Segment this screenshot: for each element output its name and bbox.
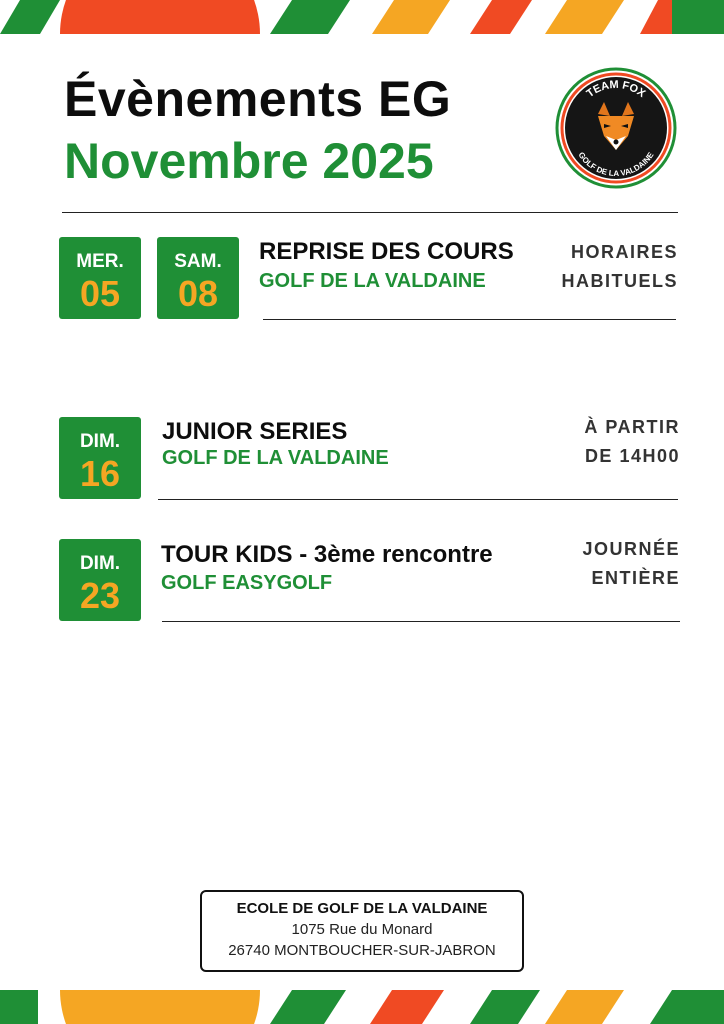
page-subtitle-month: Novembre 2025	[64, 133, 434, 189]
date-weekday: DIM.	[79, 431, 121, 452]
header-divider	[62, 212, 678, 213]
event-date-badge	[157, 237, 239, 319]
event-time-line: HABITUELS	[561, 271, 678, 291]
event-time	[562, 238, 679, 296]
address-name: ECOLE DE GOLF DE LA VALDAINE	[236, 900, 488, 917]
event-time-line: ENTIÈRE	[591, 568, 680, 588]
event-location: GOLF DE LA VALDAINE	[162, 447, 389, 469]
date-day: 08	[177, 273, 219, 314]
event-time-line: HORAIRES	[570, 242, 678, 262]
date-day: 05	[79, 273, 121, 314]
event-location: GOLF EASYGOLF	[161, 572, 333, 594]
event-title: TOUR KIDS - 3ème rencontre	[161, 541, 493, 568]
address-street: 1075 Rue du Monard	[291, 921, 433, 938]
date-weekday: SAM.	[174, 251, 222, 272]
event-time-line: DE 14H00	[584, 446, 680, 466]
event-time-line: À PARTIR	[584, 417, 680, 437]
date-day: 23	[79, 575, 121, 616]
event-title: REPRISE DES COURS	[259, 238, 514, 265]
date-weekday: MER.	[76, 251, 124, 272]
address-box	[200, 890, 524, 972]
bottom-decorative-band	[0, 990, 724, 1024]
logo-top-text: TEAM FOX	[584, 78, 648, 101]
event-date-badge	[59, 417, 141, 499]
date-weekday: DIM.	[79, 553, 121, 574]
page-title: Évènements EG	[64, 71, 452, 127]
event-date-badge	[59, 237, 141, 319]
event-date-badge	[59, 539, 141, 621]
date-day: 16	[79, 453, 121, 494]
top-decorative-band	[0, 0, 724, 34]
event-time	[582, 535, 680, 593]
event-divider	[158, 499, 678, 500]
logo-bottom-text: GOLF DE LA VALDAINE	[576, 150, 656, 179]
address-city: 26740 MONTBOUCHER-SUR-JABRON	[228, 942, 496, 959]
team-fox-logo	[554, 66, 678, 190]
event-time-line: JOURNÉE	[582, 539, 680, 559]
event-title: JUNIOR SERIES	[162, 418, 348, 445]
event-time	[584, 413, 680, 471]
event-location: GOLF DE LA VALDAINE	[259, 270, 486, 292]
event-divider	[162, 621, 680, 622]
event-divider	[263, 319, 676, 320]
